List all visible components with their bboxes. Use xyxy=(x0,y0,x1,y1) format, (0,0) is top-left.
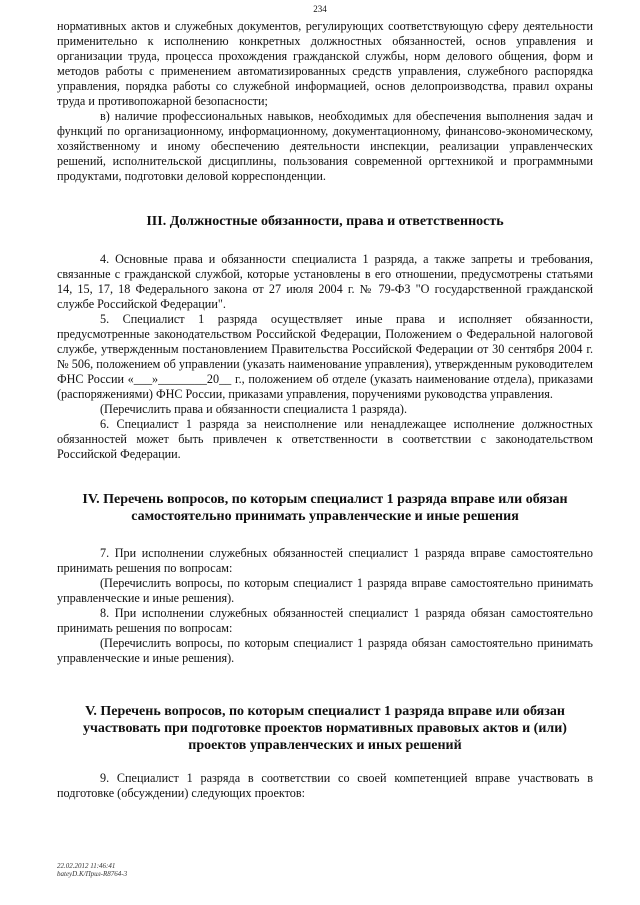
section-3-heading: III. Должностные обязанности, права и ответственность xyxy=(146,214,504,229)
footer-file-reference: bateyD.K/Прил-R8764-3 xyxy=(57,870,128,878)
paragraph-4: 4. Основные права и обязанности специалиста 1 разряда, а также запреты и требования, связанные с гражданской службой, которые установлены в его отношении, предусмотрены статьями 14, 15, 17, 18 Федерального закона от 27 июля 2004 г. № 79-ФЗ "О государственной гражданской службе Российской Федерации". xyxy=(57,252,593,311)
paragraph-continued: нормативных актов и служебных документов, регулирующих соответствующую сферу деятельности применительно к исполнению конкретных должностных обязанностей, основ управления и организации труда, процесса прохождения гражданской службы, норм делового общения, форм и методов работы с применением автоматизированных средств управления, служебного распорядка управления, порядка работы со служебной информацией, основ делопроизводства, правил охраны труда и противопожарной безопасности; xyxy=(57,19,593,108)
footer-timestamp: 22.02.2012 11:46:41 xyxy=(57,862,116,870)
paragraph-6: 6. Специалист 1 разряда за неисполнение или ненадлежащее исполнение должностных обязанностей может быть привлечен к ответственности в соответствии с законодательством Российской Федерации. xyxy=(57,417,593,461)
document-footer xyxy=(57,862,127,878)
section-5-heading: V. Перечень вопросов, по которым специалист 1 разряда вправе или обязан участвовать при подготовке проектов нормативных правовых актов и (или) проектов управленческих и иных решений xyxy=(83,704,567,753)
paragraph-8: 8. При исполнении служебных обязанностей специалист 1 разряда обязан самостоятельно принимать решения по вопросам: xyxy=(57,606,593,635)
paragraph-5: 5. Специалист 1 разряда осуществляет иные права и исполняет обязанности, предусмотренные законодательством Российской Федерации, Положением о Федеральной налоговой службе, утвержденным постановлением Правительства Российской Федерации от 30 сентября 2004 г. № 506, положением об управлении (указать наименование управления), утвержденным руководителем ФНС России «___»________20__ г., положением об отделе (указать наименование отдела), приказами (распоряжениями) ФНС России, приказами управления, поручениями руководства управления. xyxy=(57,312,593,401)
paragraph-5-note: (Перечислить права и обязанности специалиста 1 разряда). xyxy=(100,402,407,416)
section-4-heading: IV. Перечень вопросов, по которым специалист 1 разряда вправе или обязан самостоятельно принимать управленческие и иные решения xyxy=(82,492,568,524)
paragraph-8-note: (Перечислить вопросы, по которым специалист 1 разряда обязан самостоятельно принимать управленческие и иные решения). xyxy=(57,636,593,665)
paragraph-7: 7. При исполнении служебных обязанностей специалист 1 разряда вправе самостоятельно принимать решения по вопросам: xyxy=(57,546,593,575)
paragraph-7-note: (Перечислить вопросы, по которым специалист 1 разряда вправе самостоятельно принимать управленческие и иные решения). xyxy=(57,576,593,605)
paragraph-9: 9. Специалист 1 разряда в соответствии со своей компетенцией вправе участвовать в подготовке (обсуждении) следующих проектов: xyxy=(57,771,593,800)
paragraph-item-v: в) наличие профессиональных навыков, необходимых для обеспечения выполнения задач и функций по организационному, информационному, документационному, финансово-экономическому, хозяйственному и иному обеспечению деятельности инспекции, реализации управленческих решений, исполнительской дисциплины, пользования современной оргтехникой и программными продуктами, подготовки деловой корреспонденции. xyxy=(57,109,593,183)
page-number: 234 xyxy=(313,4,327,14)
document-body xyxy=(57,19,593,801)
